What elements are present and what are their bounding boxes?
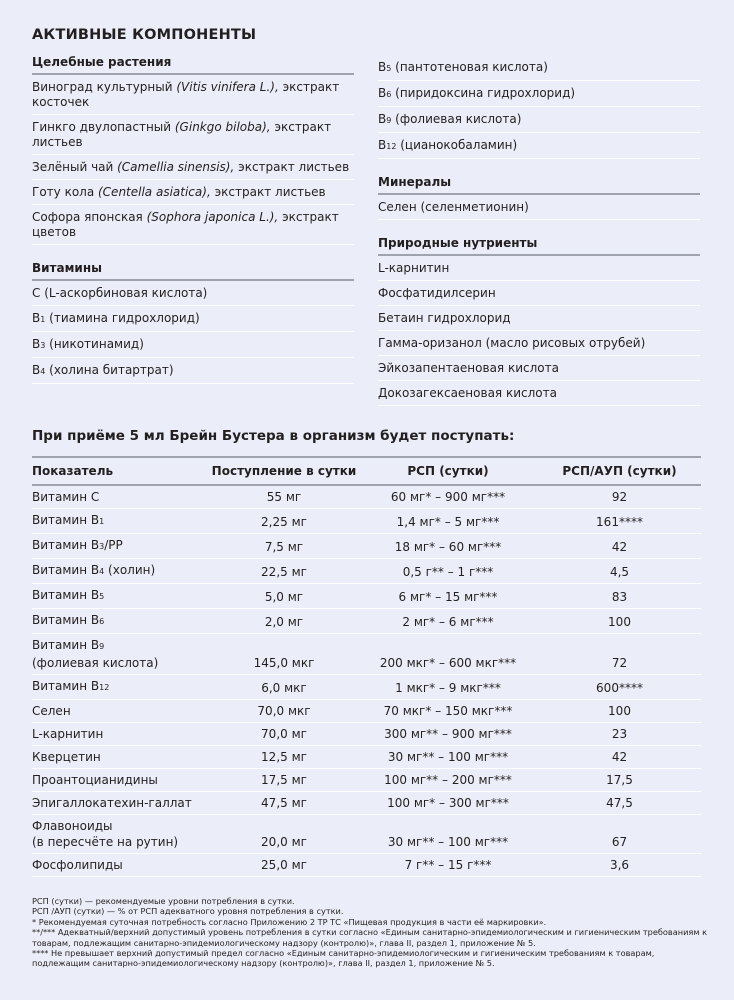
amount-cell: 145,0 мкг bbox=[210, 634, 358, 675]
ingredient-name: Докозагексаеновая кислота bbox=[378, 385, 557, 400]
pct-cell: 72 bbox=[538, 634, 701, 675]
footnote: РСП (сутки) — рекомендуемые уровни потребления в сутки. bbox=[32, 896, 295, 906]
ingredient-item bbox=[378, 107, 700, 133]
amount-cell: 20,0 мг bbox=[210, 815, 358, 854]
indicator-cell bbox=[32, 723, 210, 746]
amount-cell: 70,0 мг bbox=[210, 723, 358, 746]
table-body bbox=[32, 485, 701, 877]
pct-cell: 100 bbox=[538, 700, 701, 723]
table-row bbox=[32, 854, 701, 877]
vitamin-form: (никотинамид) bbox=[45, 336, 144, 351]
header-indicator: Показатель bbox=[32, 457, 210, 485]
ingredient-item bbox=[32, 115, 354, 155]
ingredient-name: С (L-аскорбиновая кислота) bbox=[32, 285, 208, 300]
indicator-subscript: 5 bbox=[99, 592, 105, 601]
rsp-cell: 200 мкг* – 600 мкг*** bbox=[358, 634, 538, 675]
header-rsp: РСП (сутки) bbox=[358, 457, 538, 485]
plant-name: Софора японская bbox=[32, 209, 147, 224]
pct-cell: 100 bbox=[538, 609, 701, 634]
latin-name: (Vitis vinifera L.), bbox=[176, 79, 279, 94]
indicator-cell bbox=[32, 815, 210, 854]
indicator-cell bbox=[32, 746, 210, 769]
ingredient-item bbox=[32, 281, 354, 306]
vitamin-subscript: 5 bbox=[386, 63, 392, 73]
ingredient-item bbox=[378, 81, 700, 107]
table-row bbox=[32, 675, 701, 700]
indicator-suffix: (холин) bbox=[104, 563, 156, 577]
vitamin-letter: В bbox=[378, 85, 387, 100]
rsp-cell: 60 мг* – 900 мг*** bbox=[358, 485, 538, 509]
ingredient-item bbox=[378, 306, 700, 331]
amount-cell: 55 мг bbox=[210, 485, 358, 509]
indicator-cell bbox=[32, 700, 210, 723]
table-row bbox=[32, 746, 701, 769]
indicator-name: Селен bbox=[32, 704, 71, 718]
indicator-name: Витамин В bbox=[32, 513, 100, 527]
indicator-name: Фосфолипиды bbox=[32, 858, 123, 872]
indicator-cell bbox=[32, 792, 210, 815]
table-row bbox=[32, 609, 701, 634]
vitamin-subscript: 1 bbox=[40, 314, 46, 324]
ingredient-name: Селен (селенметионин) bbox=[378, 199, 529, 214]
table-row bbox=[32, 509, 701, 534]
rsp-cell: 0,5 г** – 1 г*** bbox=[358, 559, 538, 584]
amount-cell: 25,0 мг bbox=[210, 854, 358, 877]
section-heading: Витамины bbox=[32, 261, 354, 281]
indicator-cell bbox=[32, 559, 210, 584]
indicator-subscript: 6 bbox=[99, 617, 105, 626]
header-rsp-aup: РСП/АУП (сутки) bbox=[538, 457, 701, 485]
indicator-cell bbox=[32, 509, 210, 534]
vitamin-subscript: 3 bbox=[40, 340, 46, 350]
rsp-cell: 18 мг* – 60 мг*** bbox=[358, 534, 538, 559]
ingredient-item bbox=[378, 133, 700, 159]
table-row bbox=[32, 769, 701, 792]
footnote: **** Не превышает верхний допустимый предел согласно «Единым санитарно-эпидемиологическим и гигиеническим требованиям к товарам, подлежащим санитарно-эпидемиологическому надзору (контролю)», глава II, раздел 1, приложение № 5. bbox=[32, 948, 655, 969]
table-row bbox=[32, 792, 701, 815]
vitamin-letter: В bbox=[378, 111, 387, 126]
ingredient-name: Фосфатидилсерин bbox=[378, 285, 496, 300]
table-row bbox=[32, 723, 701, 746]
vitamin-form: (пиридоксина гидрохлорид) bbox=[391, 85, 576, 100]
indicator-subscript: 3 bbox=[99, 542, 105, 551]
ingredient-name: Бетаин гидрохлорид bbox=[378, 310, 511, 325]
table-row bbox=[32, 559, 701, 584]
indicator-name: Витамин В bbox=[32, 638, 100, 652]
pct-cell: 47,5 bbox=[538, 792, 701, 815]
vitamin-form: (холина битартрат) bbox=[45, 362, 174, 377]
amount-cell: 70,0 мкг bbox=[210, 700, 358, 723]
vitamin-form: (тиамина гидрохлорид) bbox=[45, 310, 200, 325]
right-column bbox=[378, 55, 700, 406]
indicator-cell bbox=[32, 485, 210, 509]
footnote: **/*** Адекватный/верхний допустимый уровень потребления в сутки согласно «Единым санитарно-эпидемиологическим и гигиеническим требованиям к товарам, подлежащим санитарно-эпидемиологическому надзору (контролю)», глава II, раздел 1, приложение № 5. bbox=[32, 927, 708, 948]
pct-cell: 17,5 bbox=[538, 769, 701, 792]
ingredient-name: L-карнитин bbox=[378, 260, 450, 275]
table-row bbox=[32, 534, 701, 559]
indicator-subscript: 4 bbox=[99, 567, 105, 576]
header-daily-intake: Поступление в сутки bbox=[210, 457, 358, 485]
extract-part: экстракт цветов bbox=[32, 209, 339, 239]
amount-cell: 17,5 мг bbox=[210, 769, 358, 792]
indicator-cell bbox=[32, 534, 210, 559]
ingredient-item bbox=[378, 256, 700, 281]
amount-cell: 6,0 мкг bbox=[210, 675, 358, 700]
pct-cell: 161**** bbox=[538, 509, 701, 534]
amount-cell: 2,25 мг bbox=[210, 509, 358, 534]
rsp-cell: 300 мг** – 900 мг*** bbox=[358, 723, 538, 746]
extract-part: экстракт листьев bbox=[234, 159, 350, 174]
rsp-cell: 7 г** – 15 г*** bbox=[358, 854, 538, 877]
indicator-cell bbox=[32, 609, 210, 634]
indicator-subscript: 12 bbox=[99, 683, 110, 692]
intake-title: При приёме 5 мл Брейн Бустера в организм будет поступать: bbox=[32, 428, 515, 444]
amount-cell: 47,5 мг bbox=[210, 792, 358, 815]
rsp-cell: 30 мг** – 100 мг*** bbox=[358, 815, 538, 854]
vitamin-subscript: 9 bbox=[386, 115, 392, 125]
footnotes bbox=[32, 896, 712, 969]
vitamin-letter: В bbox=[32, 336, 41, 351]
rsp-cell: 6 мг* – 15 мг*** bbox=[358, 584, 538, 609]
indicator-cell bbox=[32, 769, 210, 792]
table-row bbox=[32, 584, 701, 609]
ingredient-name: Гамма-оризанол (масло рисовых отрубей) bbox=[378, 335, 646, 350]
rsp-cell: 1 мкг* – 9 мкг*** bbox=[358, 675, 538, 700]
indicator-name: Витамин С bbox=[32, 490, 100, 504]
vitamin-subscript: 12 bbox=[386, 141, 397, 151]
left-column bbox=[32, 55, 354, 384]
pct-cell: 92 bbox=[538, 485, 701, 509]
ingredient-item bbox=[32, 332, 354, 358]
amount-cell: 5,0 мг bbox=[210, 584, 358, 609]
ingredient-item bbox=[32, 205, 354, 245]
extract-part: экстракт листьев bbox=[32, 119, 332, 149]
section-heading: Природные нутриенты bbox=[378, 236, 700, 256]
vitamin-letter: В bbox=[32, 362, 41, 377]
indicator-name: Витамин В bbox=[32, 538, 100, 552]
indicator-name: Витамин В bbox=[32, 588, 100, 602]
table-header-row bbox=[32, 457, 701, 485]
plant-name: Гинкго двулопастный bbox=[32, 119, 175, 134]
ingredient-item bbox=[378, 55, 700, 81]
indicator-name: Проантоцианидины bbox=[32, 773, 158, 787]
indicator-name: L-карнитин bbox=[32, 727, 104, 741]
table-row bbox=[32, 485, 701, 509]
indicator-name: Эпигаллокатехин-галлат bbox=[32, 796, 192, 810]
extract-part: экстракт косточек bbox=[32, 79, 340, 109]
amount-cell: 2,0 мг bbox=[210, 609, 358, 634]
rsp-cell: 1,4 мг* – 5 мг*** bbox=[358, 509, 538, 534]
indicator-name: Витамин В bbox=[32, 679, 100, 693]
ingredient-item bbox=[378, 381, 700, 406]
vitamin-form: (пантотеновая кислота) bbox=[391, 59, 548, 74]
ingredient-name: Эйкозапентаеновая кислота bbox=[378, 360, 559, 375]
page-title: АКТИВНЫЕ КОМПОНЕНТЫ bbox=[32, 27, 257, 43]
table-row bbox=[32, 700, 701, 723]
ingredient-item bbox=[378, 331, 700, 356]
indicator-cell bbox=[32, 675, 210, 700]
plant-name: Готу кола bbox=[32, 184, 98, 199]
section-heading: Целебные растения bbox=[32, 55, 354, 75]
vitamin-subscript: 4 bbox=[40, 366, 46, 376]
pct-cell: 83 bbox=[538, 584, 701, 609]
ingredient-item bbox=[32, 358, 354, 384]
indicator-name: Кверцетин bbox=[32, 750, 101, 764]
ingredient-item bbox=[32, 180, 354, 205]
section-gap bbox=[378, 220, 700, 236]
pct-cell: 4,5 bbox=[538, 559, 701, 584]
section-gap bbox=[32, 245, 354, 261]
indicator-subscript: 1 bbox=[99, 517, 105, 526]
footnote: * Рекомендуемая суточная потребность согласно Приложению 2 ТР ТС «Пищевая продукция в части её маркировки». bbox=[32, 916, 547, 927]
ingredient-item bbox=[378, 195, 700, 220]
rsp-cell: 70 мкг* – 150 мкг*** bbox=[358, 700, 538, 723]
amount-cell: 7,5 мг bbox=[210, 534, 358, 559]
section-gap bbox=[378, 159, 700, 175]
ingredient-item bbox=[32, 75, 354, 115]
latin-name: (Ginkgo biloba), bbox=[174, 119, 271, 134]
amount-cell: 22,5 мг bbox=[210, 559, 358, 584]
pct-cell: 600**** bbox=[538, 675, 701, 700]
indicator-cell bbox=[32, 854, 210, 877]
pct-cell: 3,6 bbox=[538, 854, 701, 877]
nutrient-table bbox=[32, 456, 701, 877]
pct-cell: 67 bbox=[538, 815, 701, 854]
ingredient-item bbox=[32, 306, 354, 332]
vitamin-letter: В bbox=[378, 137, 387, 152]
ingredient-item bbox=[378, 356, 700, 381]
amount-cell: 12,5 мг bbox=[210, 746, 358, 769]
pct-cell: 42 bbox=[538, 746, 701, 769]
rsp-cell: 2 мг* – 6 мг*** bbox=[358, 609, 538, 634]
plant-name: Виноград культурный bbox=[32, 79, 177, 94]
table-row bbox=[32, 815, 701, 854]
ingredient-item bbox=[32, 155, 354, 180]
rsp-cell: 100 мг** – 200 мг*** bbox=[358, 769, 538, 792]
indicator-name: Флавоноиды bbox=[32, 819, 113, 833]
indicator-second-line: (фолиевая кислота) bbox=[32, 656, 159, 670]
vitamin-letter: В bbox=[378, 59, 387, 74]
plant-name: Зелёный чай bbox=[32, 159, 118, 174]
extract-part: экстракт листьев bbox=[210, 184, 326, 199]
latin-name: (Centella asiatica), bbox=[98, 184, 211, 199]
section-heading: Минералы bbox=[378, 175, 700, 195]
indicator-subscript: 9 bbox=[99, 642, 105, 651]
vitamin-subscript: 6 bbox=[386, 89, 392, 99]
indicator-name: Витамин В bbox=[32, 613, 100, 627]
indicator-cell bbox=[32, 634, 210, 675]
vitamin-form: (цианокобаламин) bbox=[396, 137, 518, 152]
indicator-name: Витамин В bbox=[32, 563, 100, 577]
indicator-suffix: /РР bbox=[104, 538, 123, 552]
vitamin-letter: В bbox=[32, 310, 41, 325]
rsp-cell: 30 мг** – 100 мг*** bbox=[358, 746, 538, 769]
rsp-cell: 100 мг* – 300 мг*** bbox=[358, 792, 538, 815]
ingredient-item bbox=[378, 281, 700, 306]
indicator-cell bbox=[32, 584, 210, 609]
latin-name: (Sophora japonica L.), bbox=[146, 209, 279, 224]
table-row bbox=[32, 634, 701, 675]
pct-cell: 23 bbox=[538, 723, 701, 746]
indicator-second-line: (в пересчёте на рутин) bbox=[32, 835, 179, 849]
footnote: РСП /АУП (сутки) — % от РСП адекватного уровня потребления в сутки. bbox=[32, 906, 344, 917]
pct-cell: 42 bbox=[538, 534, 701, 559]
vitamin-form: (фолиевая кислота) bbox=[391, 111, 522, 126]
latin-name: (Camellia sinensis), bbox=[117, 159, 235, 174]
